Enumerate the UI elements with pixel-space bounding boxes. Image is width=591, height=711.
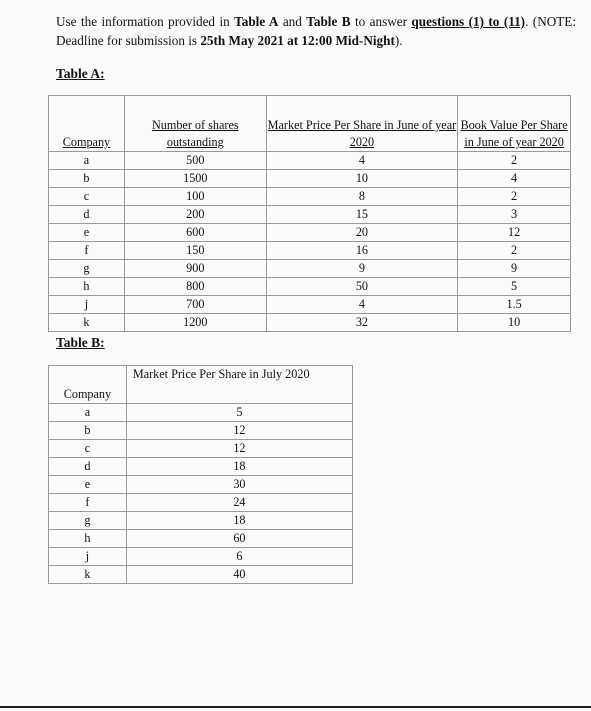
- deadline-text: 25th May 2021 at 12:00 Mid-Night: [200, 33, 395, 48]
- table-a-row: [49, 296, 571, 314]
- table-a-cell-company: f: [49, 242, 125, 260]
- table-b-row: [49, 530, 353, 548]
- page-bottom-rule: [0, 706, 591, 708]
- table-b-header-row: [49, 366, 353, 404]
- table-b-ref: Table B: [306, 14, 351, 29]
- intro-text-3: . (NOTE: Deadline for submission is: [56, 14, 577, 48]
- table-b-cell-market: 60: [126, 530, 352, 548]
- table-a-row: [49, 314, 571, 332]
- table-b-row: [49, 512, 353, 530]
- table-b-cell-market: 18: [126, 512, 352, 530]
- table-b-title: Table B:: [56, 335, 105, 350]
- table-a-cell-book: 3: [458, 206, 571, 224]
- table-b-row: [49, 476, 353, 494]
- table-b-row: [49, 422, 353, 440]
- table-b-header-company: Company: [49, 366, 127, 404]
- intro-text-1: Use the information provided in: [56, 14, 235, 29]
- table-a-cell-shares: 150: [124, 242, 266, 260]
- table-b-cell-company: a: [49, 404, 127, 422]
- table-b: [48, 365, 353, 584]
- table-a-row: [49, 152, 571, 170]
- table-b-cell-market: 5: [126, 404, 352, 422]
- table-b-cell-company: b: [49, 422, 127, 440]
- table-a-cell-book: 1.5: [458, 296, 571, 314]
- table-a-row: [49, 206, 571, 224]
- table-b-row: [49, 440, 353, 458]
- table-a-cell-shares: 800: [124, 278, 266, 296]
- table-a-header-market: Market Price Per Share in June of year 2020: [266, 96, 458, 152]
- table-a-cell-company: j: [49, 296, 125, 314]
- table-a-cell-market: 20: [266, 224, 458, 242]
- table-a: [48, 95, 571, 332]
- table-a-row: [49, 242, 571, 260]
- table-a-cell-company: b: [49, 170, 125, 188]
- intro-and: and: [278, 14, 307, 29]
- table-b-cell-company: g: [49, 512, 127, 530]
- table-a-row: [49, 188, 571, 206]
- table-b-cell-market: 40: [126, 566, 352, 584]
- intro-text-4: ).: [394, 33, 403, 48]
- table-b-row: [49, 404, 353, 422]
- table-a-cell-book: 4: [458, 170, 571, 188]
- table-b-row: [49, 494, 353, 512]
- table-b-cell-market: 30: [126, 476, 352, 494]
- table-b-cell-company: f: [49, 494, 127, 512]
- table-a-cell-market: 50: [266, 278, 458, 296]
- table-a-cell-book: 2: [458, 242, 571, 260]
- table-a-cell-shares: 1500: [124, 170, 266, 188]
- table-a-cell-book: 2: [458, 188, 571, 206]
- table-a-cell-company: h: [49, 278, 125, 296]
- table-a-cell-shares: 500: [124, 152, 266, 170]
- table-b-cell-company: d: [49, 458, 127, 476]
- table-a-cell-market: 4: [266, 296, 458, 314]
- table-b-cell-company: h: [49, 530, 127, 548]
- table-b-cell-market: 18: [126, 458, 352, 476]
- table-b-cell-company: j: [49, 548, 127, 566]
- table-b-row: [49, 458, 353, 476]
- table-a-cell-shares: 1200: [124, 314, 266, 332]
- table-a-cell-book: 9: [458, 260, 571, 278]
- table-a-cell-shares: 700: [124, 296, 266, 314]
- table-b-cell-market: 6: [126, 548, 352, 566]
- table-a-header-company: Company: [49, 96, 125, 152]
- table-a-cell-book: 12: [458, 224, 571, 242]
- table-a-cell-market: 15: [266, 206, 458, 224]
- table-a-header-book: Book Value Per Share in June of year 2020: [458, 96, 571, 152]
- table-a-cell-book: 2: [458, 152, 571, 170]
- table-b-cell-company: c: [49, 440, 127, 458]
- table-a-cell-shares: 200: [124, 206, 266, 224]
- table-b-cell-market: 12: [126, 422, 352, 440]
- table-b-cell-market: 12: [126, 440, 352, 458]
- table-a-cell-market: 16: [266, 242, 458, 260]
- table-a-cell-market: 8: [266, 188, 458, 206]
- table-a-cell-shares: 600: [124, 224, 266, 242]
- questions-range: questions (1) to (11): [411, 14, 526, 29]
- table-b-cell-company: e: [49, 476, 127, 494]
- table-a-cell-company: g: [49, 260, 125, 278]
- table-a-cell-market: 10: [266, 170, 458, 188]
- table-b-cell-company: k: [49, 566, 127, 584]
- table-b-row: [49, 548, 353, 566]
- table-a-row: [49, 260, 571, 278]
- table-a-cell-market: 9: [266, 260, 458, 278]
- table-b-cell-market: 24: [126, 494, 352, 512]
- table-a-row: [49, 278, 571, 296]
- table-a-cell-market: 4: [266, 152, 458, 170]
- table-a-row: [49, 170, 571, 188]
- table-a-header-shares: Number of shares outstanding: [124, 96, 266, 152]
- table-a-row: [49, 224, 571, 242]
- table-a-cell-company: k: [49, 314, 125, 332]
- table-a-cell-company: d: [49, 206, 125, 224]
- table-a-cell-company: e: [49, 224, 125, 242]
- table-a-cell-book: 5: [458, 278, 571, 296]
- intro-text-2: to answer: [350, 14, 412, 29]
- table-a-cell-company: a: [49, 152, 125, 170]
- table-a-cell-shares: 900: [124, 260, 266, 278]
- table-a-title: Table A:: [56, 66, 105, 81]
- table-b-header-market: Market Price Per Share in July 2020: [126, 366, 352, 404]
- table-a-header-row: [49, 96, 571, 152]
- table-a-cell-company: c: [49, 188, 125, 206]
- table-a-cell-book: 10: [458, 314, 571, 332]
- table-a-cell-shares: 100: [124, 188, 266, 206]
- table-a-cell-market: 32: [266, 314, 458, 332]
- instructions-paragraph: [56, 12, 576, 50]
- table-b-row: [49, 566, 353, 584]
- table-a-ref: Table A: [234, 14, 279, 29]
